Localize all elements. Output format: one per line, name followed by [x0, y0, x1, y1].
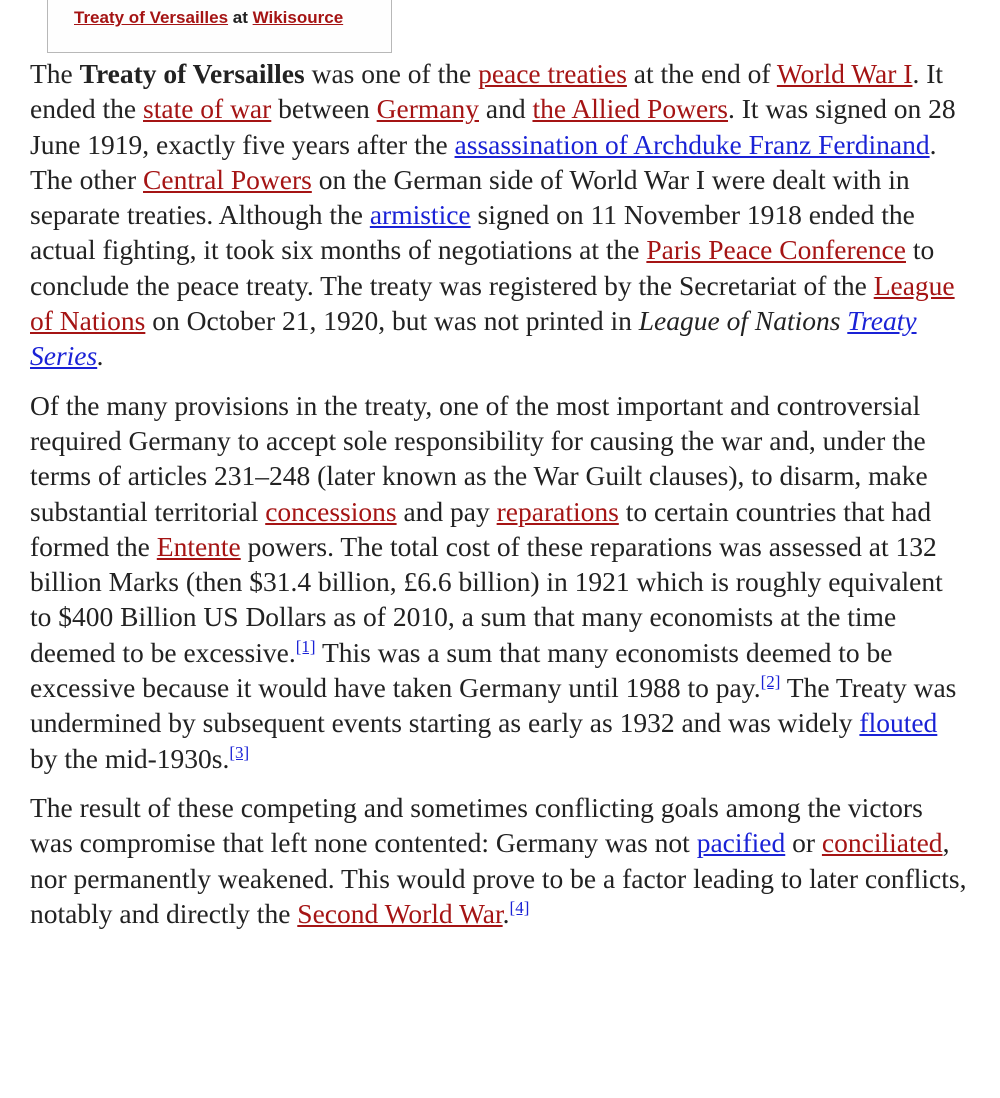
text: was one of the — [304, 58, 479, 89]
text: . — [502, 897, 510, 929]
link-pacified[interactable]: pacified — [696, 827, 786, 859]
link-entente[interactable]: Entente — [156, 530, 241, 562]
link-world-war-i[interactable]: World War I — [776, 58, 913, 89]
paragraph-provisions — [30, 388, 970, 776]
text: . It was signed on 28 June 1919, exactly five years after the — [30, 93, 956, 160]
citation-link-2[interactable]: [2] — [760, 672, 781, 692]
italic-league-of-nations: League of Nations — [638, 305, 841, 337]
wikisource-site-link[interactable]: Wikisource — [252, 8, 344, 27]
link-reparations[interactable]: reparations — [496, 495, 619, 527]
article-body — [30, 56, 970, 945]
text: and — [479, 93, 533, 125]
link-league-of-nations[interactable]: League of Nations — [30, 269, 955, 337]
text: The — [30, 58, 80, 89]
citation-1 — [296, 637, 316, 656]
text: signed on 11 November 1918 ended the actual fighting, it took six months of negotiations at the — [30, 199, 915, 266]
article-title-bold: Treaty of Versailles — [79, 58, 305, 89]
text: The result of these competing and sometimes conflicting goals among the victors was compromise that left none contented: Germany was not — [30, 791, 923, 859]
paragraph-result — [30, 790, 970, 931]
link-armistice[interactable]: armistice — [369, 199, 471, 231]
italic-period: . — [97, 340, 105, 372]
link-paris-peace-conference[interactable]: Paris Peace Conference — [646, 234, 906, 266]
wikisource-article-link[interactable]: Treaty of Versailles — [74, 8, 229, 27]
link-second-world-war[interactable]: Second World War — [297, 897, 503, 929]
text: powers. The total cost of these reparations was assessed at 132 billion Marks (then $31.4 billion, £6.6 billion) in 1921 which is roughly equivalent to $400 Billion US Dollars as of 2010, a sum that many economists at the time deemed to be excessive. — [30, 530, 943, 668]
text: by the mid-1930s. — [30, 742, 230, 774]
text: at the end of — [626, 58, 777, 89]
text: between — [271, 93, 377, 125]
text: , nor permanently weakened. This would prove to be a factor leading to later conflicts, notably and directly the — [30, 827, 967, 929]
link-central-powers[interactable]: Central Powers — [143, 163, 312, 195]
text: to conclude the peace treaty. The treaty was registered by the Secretariat of the — [30, 234, 935, 301]
citation-link-1[interactable]: [1] — [295, 636, 316, 656]
citation-link-4[interactable]: [4] — [509, 897, 530, 917]
text: . The other — [30, 128, 937, 195]
link-concessions[interactable]: concessions — [265, 495, 397, 527]
text: on October 21, 1920, but was not printed in — [145, 305, 639, 337]
citation-2 — [761, 672, 781, 691]
link-germany[interactable]: Germany — [376, 93, 479, 125]
text: . It ended the — [30, 58, 944, 125]
link-state-of-war[interactable]: state of war — [143, 93, 272, 125]
citation-3 — [229, 743, 249, 762]
wikisource-box — [47, 0, 392, 53]
link-allied-powers[interactable]: the Allied Powers — [532, 93, 729, 125]
text: The Treaty was undermined by subsequent events starting as early as 1932 and was widely — [30, 672, 957, 739]
wikisource-connector: at — [228, 8, 253, 27]
link-flouted[interactable]: flouted — [859, 707, 938, 739]
text: and pay — [396, 495, 497, 527]
citation-link-3[interactable]: [3] — [229, 742, 250, 762]
citation-4 — [510, 898, 530, 917]
text: on the German side of World War I were dealt with in separate treaties. Although the — [30, 163, 910, 231]
link-conciliated[interactable]: conciliated — [821, 827, 943, 859]
text: This was a sum that many economists deemed to be excessive because it would have taken Germany until 1988 to pay. — [30, 636, 893, 704]
text: Of the many provisions in the treaty, one of the most important and controversial required Germany to accept sole responsibility for causing the war and, under the terms of articles 231–248 (later known as the War Guilt clauses), to disarm, make substantial territorial — [30, 389, 928, 527]
paragraph-intro — [30, 56, 970, 374]
text: or — [785, 827, 822, 859]
link-treaty-series[interactable]: Treaty Series — [30, 305, 917, 372]
text: to certain countries that had formed the — [30, 495, 932, 562]
link-assassination-franz-ferdinand[interactable]: assassination of Archduke Franz Ferdinand — [454, 128, 930, 160]
link-peace-treaties[interactable]: peace treaties — [478, 58, 627, 89]
